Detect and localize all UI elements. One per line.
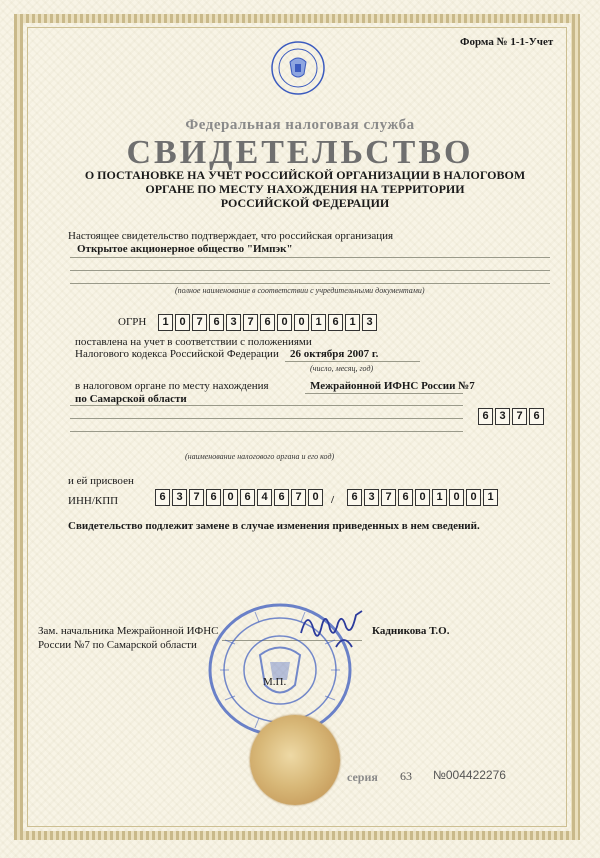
digit-box: 0 — [308, 489, 323, 506]
subtitle-line: О ПОСТАНОВКЕ НА УЧЕТ РОССИЙСКОЙ ОРГАНИЗАЦИИ В НАЛОГОВОМ — [84, 168, 526, 182]
tax-office-name: Межрайонной ИФНС России №7 — [310, 380, 475, 392]
organization-name-note: (полное наименование в соответствии с учредительными документами) — [175, 286, 425, 295]
series-label: серия — [347, 770, 378, 784]
digit-box: 7 — [243, 314, 258, 331]
digit-box: 3 — [362, 314, 377, 331]
digit-box: 6 — [206, 489, 221, 506]
document-subtitle — [70, 168, 540, 210]
digit-box: 6 — [240, 489, 255, 506]
fill-line — [70, 283, 550, 284]
digit-box: 7 — [189, 489, 204, 506]
date-note: (число, месяц, год) — [310, 364, 374, 373]
fill-line — [305, 393, 463, 394]
digit-box: 0 — [277, 314, 292, 331]
fill-line — [70, 431, 463, 432]
inn-kpp-label: ИНН/КПП — [68, 495, 119, 507]
intro-text: Настоящее свидетельство подтверждает, что российская организация — [68, 230, 394, 242]
signer-name: Кадникова Т.О. — [372, 625, 450, 637]
signature-icon — [296, 603, 366, 653]
digit-box: 3 — [226, 314, 241, 331]
fill-line — [70, 270, 550, 271]
digit-box: 1 — [345, 314, 360, 331]
digit-box: 3 — [364, 489, 379, 506]
registered-text-1: поставлена на учет в соответствии с положениями — [75, 336, 312, 348]
gold-seal-icon — [250, 715, 340, 805]
agency-name: Федеральная налоговая служба — [185, 117, 415, 133]
digit-box: 1 — [158, 314, 173, 331]
tax-office-region: по Самарской области — [75, 393, 187, 405]
fill-line — [70, 257, 550, 258]
inn-boxes — [155, 489, 325, 506]
fill-line — [70, 405, 463, 406]
digit-box: 7 — [512, 408, 527, 425]
digit-box: 1 — [311, 314, 326, 331]
series-value: 63 — [400, 769, 412, 783]
registered-text-2: Налогового кодекса Российской Федерации — [75, 348, 279, 360]
replacement-note: Свидетельство подлежит замене в случае изменения приведенных в нем сведений. — [68, 520, 480, 532]
digit-box: 0 — [175, 314, 190, 331]
digit-box: 7 — [291, 489, 306, 506]
ogrn-label: ОГРН — [118, 316, 147, 328]
kpp-boxes — [347, 489, 500, 506]
digit-box: 6 — [209, 314, 224, 331]
registration-date: 26 октября 2007 г. — [290, 348, 379, 360]
inn-kpp-slash: / — [331, 494, 335, 506]
fill-line — [285, 361, 420, 362]
assigned-label: и ей присвоен — [68, 475, 134, 487]
digit-box: 7 — [381, 489, 396, 506]
digit-box: 0 — [223, 489, 238, 506]
digit-box: 6 — [478, 408, 493, 425]
digit-box: 0 — [466, 489, 481, 506]
digit-box: 6 — [274, 489, 289, 506]
tax-office-code-boxes — [478, 408, 546, 425]
digit-box: 3 — [495, 408, 510, 425]
certificate-number: №004422276 — [433, 768, 506, 782]
digit-box: 4 — [257, 489, 272, 506]
digit-box: 1 — [432, 489, 447, 506]
subtitle-line: ОРГАНЕ ПО МЕСТУ НАХОЖДЕНИЯ НА ТЕРРИТОРИИ — [145, 182, 465, 196]
digit-box: 3 — [172, 489, 187, 506]
digit-box: 0 — [415, 489, 430, 506]
tax-office-note: (наименование налогового органа и его код) — [185, 452, 335, 461]
tax-office-label: в налоговом органе по месту нахождения — [75, 380, 269, 392]
digit-box: 0 — [294, 314, 309, 331]
digit-box: 6 — [347, 489, 362, 506]
signer-title-2: России №7 по Самарской области — [38, 639, 197, 651]
digit-box: 6 — [328, 314, 343, 331]
digit-box: 0 — [449, 489, 464, 506]
subtitle-line: РОССИЙСКОЙ ФЕДЕРАЦИИ — [220, 196, 390, 210]
digit-box: 1 — [483, 489, 498, 506]
stamp-mark-label: М.П. — [263, 676, 287, 688]
fill-line — [70, 418, 463, 419]
form-number: Форма № 1-1-Учет — [460, 36, 554, 48]
ogrn-boxes — [158, 314, 379, 331]
document-title: СВИДЕТЕЛЬСТВО — [126, 134, 474, 171]
digit-box: 6 — [398, 489, 413, 506]
fns-emblem-icon — [270, 40, 326, 96]
digit-box: 6 — [155, 489, 170, 506]
digit-box: 6 — [529, 408, 544, 425]
organization-name: Открытое акционерное общество "Импэк" — [77, 243, 293, 255]
digit-box: 6 — [260, 314, 275, 331]
digit-box: 7 — [192, 314, 207, 331]
signer-title-1: Зам. начальника Межрайонной ИФНС — [38, 625, 219, 637]
